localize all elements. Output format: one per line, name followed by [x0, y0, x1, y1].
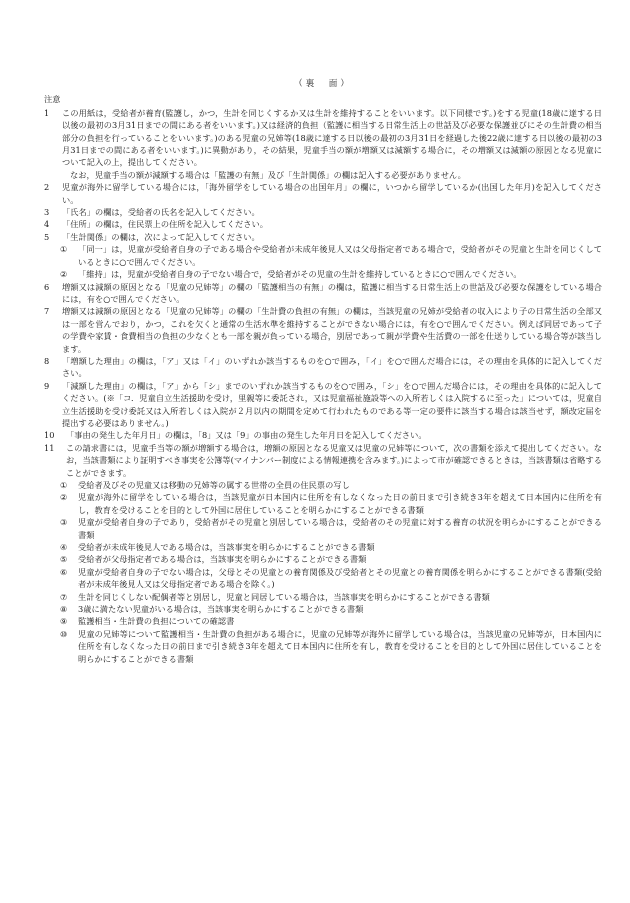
subitem-text: 「維持」は，児童が受給者自身の子でない場合で，受給者がその児童の生計を維持しているときに○で囲んでください。	[78, 269, 522, 280]
note-number: 9	[44, 380, 50, 391]
note-number: 5	[44, 231, 50, 242]
subitem-mark: ⑩	[60, 628, 68, 639]
subitem-text: 3歳に満たない児童がいる場合は，当該事実を明らかにすることができる書類	[78, 604, 364, 615]
note-paragraph: なお，児童手当の額が減額する場合は「監護の有無」及び「生計関係」の欄は記入する必要がありません。	[70, 169, 466, 180]
subitem-mark: ⑦	[60, 591, 68, 602]
note-subitem	[60, 491, 602, 516]
note-subitem	[60, 268, 602, 280]
subitem-mark: ①	[60, 244, 68, 255]
note-item	[44, 442, 602, 479]
subitem-text: 受給者が未成年後見人である場合は，当該事実を明らかにすることができる書類	[78, 542, 375, 553]
page-title: （裏 面）	[294, 79, 352, 89]
note-number: 2	[44, 182, 50, 193]
subitem-mark: ①	[60, 480, 68, 490]
note-number: 1	[44, 107, 50, 118]
note-item	[44, 206, 602, 218]
note-body	[62, 281, 602, 306]
note-body	[62, 181, 602, 206]
subitem-mark: ⑧	[60, 604, 68, 615]
note-subitem	[60, 553, 602, 565]
note-subitem	[60, 591, 602, 603]
subitem-text: 受給者及びその児童又は移動の兄姉等の属する世帯の全員の住民票の写し	[78, 480, 350, 490]
note-body	[62, 218, 602, 230]
note-item	[44, 218, 602, 230]
note-subitem	[60, 603, 602, 615]
subitem-mark: ⑨	[60, 616, 68, 627]
note-paragraph: 「氏名」の欄は，受給者の氏名を記入してください。	[62, 207, 260, 218]
note-paragraph: 「事由の発生した年月日」の欄は，「8」又は「9」の事由の発生した年月日を記入してください。	[66, 430, 427, 441]
note-body	[62, 380, 602, 430]
subitem-text: 生計を同じくしない配偶者等と別居し，児童と同居している場合は，当該事実を明らかにすることができる書類	[78, 591, 490, 602]
subitem-mark: ⑥	[60, 566, 68, 577]
note-number: 8	[44, 355, 50, 366]
note-item	[44, 281, 602, 306]
note-body	[66, 429, 602, 441]
note-paragraph: 「減額した理由」の欄は，「ア」から「シ」までのいずれか該当するものを○で囲み，「シ」を○で囲んだ場合には，その理由を具体的に記入してください。(※「コ．児童自立生活援助を受け，里親等に委託され，又は児童福祉施設等への入所若しくは入院するに至った」については，児童自立生活援助を受け委託又は入所若しくは入院が２月以内の期間を定めて行われたものである等一定の要件に該当する場合は該当せず，額改定届を提出する必要はありません。)	[62, 380, 602, 428]
note-item	[44, 429, 602, 441]
note-item	[44, 107, 602, 181]
note-body	[62, 231, 602, 243]
note-paragraph: 増額又は減額の原因となる「児童の兄姉等」の欄の「監護相当の有無」の欄は，監護に相当する日常生活上の世話及び必要な保護をしている場合には，有を○で囲んでください。	[62, 281, 602, 304]
subitem-text: 児童が受給者自身の子であり，受給者がその児童と別居している場合は，受給者のその児童に対する養育の状況を明らかにすることができる書類	[78, 517, 602, 540]
subitem-mark: ②	[60, 492, 68, 503]
note-item	[44, 181, 602, 206]
subitem-text: 「同一」は，児童が受給者自身の子である場合や受給者が未成年後見人又は父母指定者である場合で，受給者がその児童と生計を同じくしているときに○で囲んでください。	[78, 244, 602, 267]
note-item	[44, 355, 602, 380]
note-paragraph: この請求書には，児童手当等の額が増額する場合は，増額の原因となる児童又は児童の兄姉等について，次の書類を添えて提出してください。なお，当該書類により証明すべき事実を公簿等(マイナンバー制度による情報連携を含みます。)によって市が確認できるときは，当該書類は省略することができます。	[66, 442, 602, 478]
note-number: 4	[44, 219, 50, 230]
subitem-text: 児童の兄姉等について監護相当・生計費の負担がある場合に，児童の兄姉等が海外に留学している場合は，当該児童の兄姉等が，日本国内に住所を有しなくなった日の前日まで引き続き3年を超えて日本国内に住所を有し，教育を受けることを目的として外国に居住していることを明らかにすることができる書類	[78, 628, 602, 664]
note-number: 6	[44, 281, 50, 292]
note-body	[62, 305, 602, 355]
note-paragraph: この用紙は，受給者が養育(監護し，かつ，生計を同じくするか又は生計を維持することをいいます。以下同様です。)をする児童(18歳に達する日以後の最初の3月31日までの間にある者をいいます。)又は経済的負担（監護に相当する日常生活上の世話及び必要な保護並びにその生計費の相当部分の負担を行っていることをいいます。)のある児童の兄姉等(18歳に達する日以後の最初の3月31日を経過した後22歳に達する日以後の最初の3月31日までの間にある者をいいます。)に異動があり，その結果，児童手当の額が増額又は減額する場合に，その増額又は減額の原因となる児童について記入の上，提出してください。	[62, 107, 602, 168]
note-paragraph: 増額又は減額の原因となる「児童の兄姉等」の欄の「生計費の負担の有無」の欄は，当該児童の兄姉が受給者の収入により子の日常生活の全部又は一部を営んでおり，かつ，これを欠くと通常の生活水準を維持することができない場合には，有を○で囲んでください。例えば同居であって子の学費や家賃・食費相当の負担の少なくとも一部を親が負っている場合，別居であって親が学費や生活費の一部を仕送りしている場合等が該当します。	[62, 306, 602, 354]
note-paragraph: 児童が海外に留学している場合には，「海外留学をしている場合の出国年月」の欄に，いつから留学しているか(出国した年月)を記入してください。	[62, 182, 602, 205]
note-subitem	[60, 566, 602, 591]
note-subitem	[60, 243, 602, 268]
note-subitem	[60, 479, 602, 491]
notes-heading: 注意	[44, 94, 61, 105]
note-subitem	[60, 541, 602, 553]
subitem-text: 監護相当・生計費の負担についての確認書	[78, 616, 235, 627]
note-item	[44, 305, 602, 355]
notes-list	[44, 107, 602, 665]
note-number: 10	[44, 430, 55, 441]
subitem-text: 受給者が父母指定者である場合は，当該事実を明らかにすることができる書類	[78, 554, 367, 565]
note-paragraph: 「増額した理由」の欄は，「ア」又は「イ」のいずれか該当するものを○で囲み，「イ」を○で囲んだ場合には，その理由を具体的に記入してください。	[62, 355, 602, 379]
note-body	[62, 206, 602, 218]
note-paragraph: 「住所」の欄は，住民票上の住所を記入してください。	[62, 219, 268, 230]
note-paragraph: 「生計関係」の欄は，次によって記入してください。	[62, 231, 260, 242]
note-number: 7	[44, 306, 50, 317]
note-item	[44, 231, 602, 243]
subitem-mark: ②	[60, 269, 68, 280]
note-body	[66, 442, 602, 479]
note-subitem	[60, 516, 602, 541]
subitem-mark: ③	[60, 517, 68, 528]
note-item	[44, 380, 602, 430]
note-number: 3	[44, 207, 50, 218]
subitem-mark: ⑤	[60, 554, 68, 565]
subitem-text: 児童が海外に留学をしている場合は，当該児童が日本国内に住所を有しなくなった日の前日まで引き続き3年を超えて日本国内に住所を有し，教育を受けることを目的として外国に居住していることを明らかにすることができる書類	[78, 492, 602, 515]
note-number: 11	[44, 442, 55, 453]
note-body	[62, 107, 602, 181]
note-subitem	[60, 628, 602, 665]
note-subitem	[60, 615, 602, 627]
subitem-text: 児童が受給者自身の子でない場合は，父母とその児童との養育関係及び受給者とその児童との養育関係を明らかにすることができる書類(受給者が未成年後見人又は父母指定者である場合を除く。)	[78, 566, 602, 590]
note-body	[62, 355, 602, 380]
subitem-mark: ④	[60, 542, 68, 553]
